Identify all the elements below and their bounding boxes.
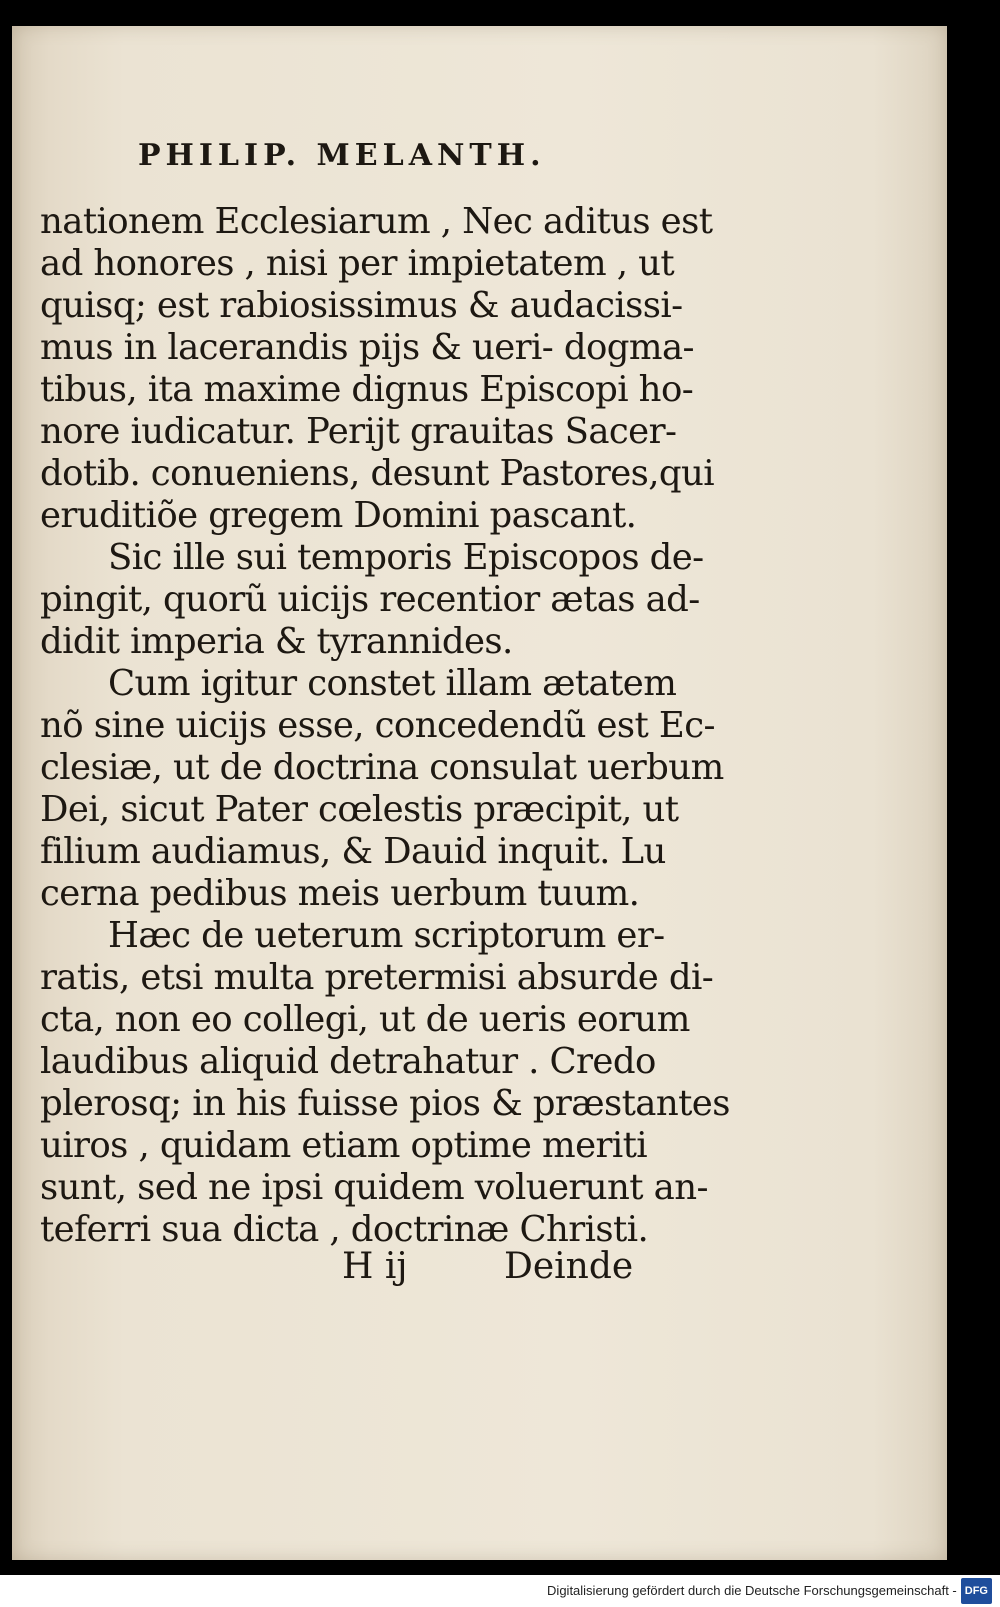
text-line: ad honores , nisi per impietatem , ut (40, 243, 675, 284)
text-line: mus in lacerandis pijs & ueri- dogma- (40, 327, 694, 368)
text-line: eruditiõe gregem Domini pascant. (40, 495, 637, 536)
text-line: Dei, sicut Pater cœlestis præcipit, ut (40, 789, 679, 830)
dfg-logo-icon: DFG (961, 1578, 992, 1604)
text-line: laudibus aliquid detrahatur . Credo (40, 1041, 656, 1082)
text-line: plerosq; in his fuisse pios & præstantes (40, 1083, 730, 1124)
text-line: tibus, ita maxime dignus Episcopi ho- (40, 369, 694, 410)
text-line: filium audiamus, & Dauid inquit. Lu (40, 831, 666, 872)
running-head: PHILIP. MELANTH. (138, 138, 546, 173)
text-line: cerna pedibus meis uerbum tuum. (40, 873, 640, 914)
credit-text: Digitalisierung gefördert durch die Deutsche Forschungsgemeinschaft - (547, 1583, 957, 1598)
text-line: dotib. conueniens, desunt Pastores,qui (40, 453, 715, 494)
catchword: Deinde (504, 1246, 634, 1287)
text-line: didit imperia & tyrannides. (40, 621, 513, 662)
text-line: sunt, sed ne ipsi quidem voluerunt an- (40, 1167, 708, 1208)
signature-mark: H ij (342, 1246, 408, 1287)
text-line: quisq; est rabiosissimus & audacissi- (40, 285, 683, 326)
text-line: cta, non eo collegi, ut de ueris eorum (40, 999, 690, 1040)
book-page (12, 26, 947, 1560)
text-line: nore iudicatur. Perijt grauitas Sacer- (40, 411, 677, 452)
text-line: teferri sua dicta , doctrinæ Christi. (40, 1209, 649, 1250)
text-line: ratis, etsi multa pretermisi absurde di- (40, 957, 714, 998)
text-line: nationem Ecclesiarum , Nec aditus est (40, 201, 713, 242)
text-line: Hæc de ueterum scriptorum er- (108, 915, 665, 956)
text-line: uiros , quidam etiam optime meriti (40, 1125, 648, 1166)
text-line: clesiæ, ut de doctrina consulat uerbum (40, 747, 724, 788)
text-line: Sic ille sui temporis Episcopos de- (108, 537, 704, 578)
text-line: pingit, quorũ uicijs recentior ætas ad- (40, 579, 700, 620)
funding-credit (547, 1579, 992, 1603)
text-line: nõ sine uicijs esse, concedendũ est Ec- (40, 705, 715, 746)
text-line: Cum igitur constet illam ætatem (108, 663, 677, 704)
